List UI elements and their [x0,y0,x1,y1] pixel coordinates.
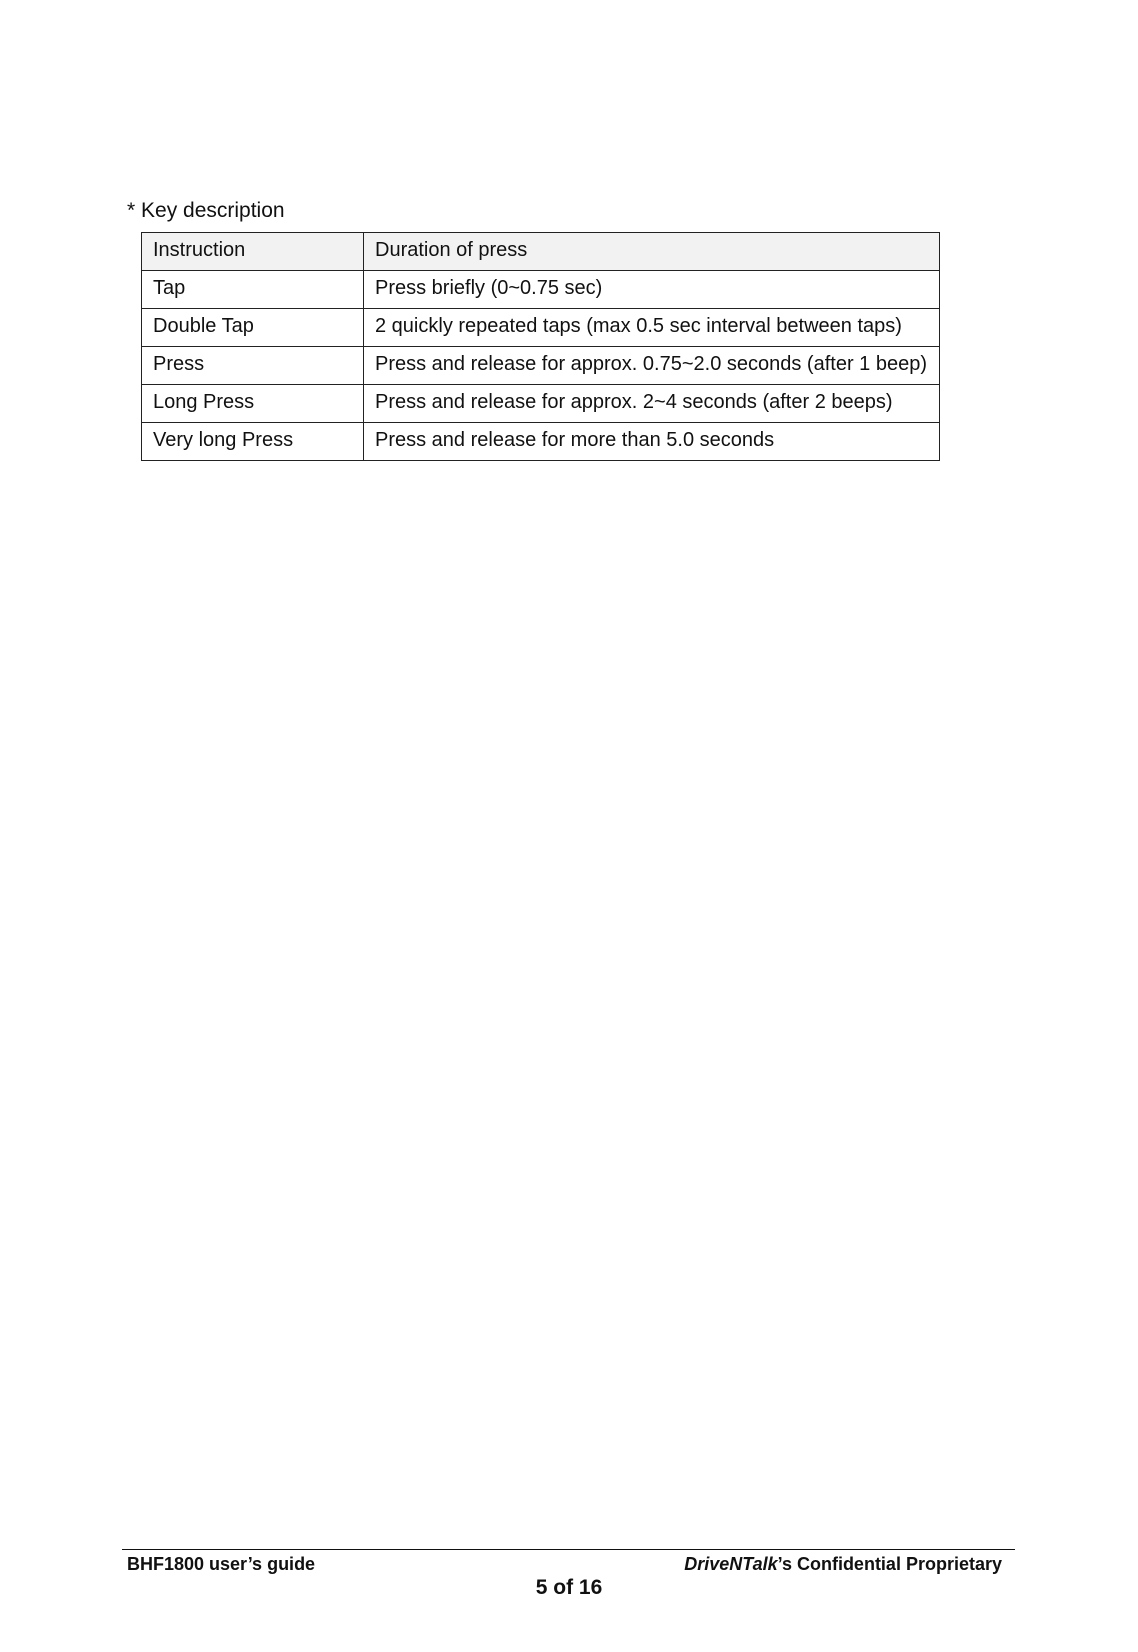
section-title: * Key description [127,199,285,222]
instruction-cell: Press [142,347,364,385]
page-number: 5 of 16 [535,1576,603,1599]
table-header-row [142,233,940,271]
header-instruction: Instruction [142,233,364,271]
table-row [142,271,940,309]
instruction-cell: Tap [142,271,364,309]
table-row [142,309,940,347]
table-row [142,385,940,423]
duration-cell: Press briefly (0~0.75 sec) [364,271,940,309]
footer-brand: DriveNTalk [684,1554,778,1574]
table-row [142,347,940,385]
footer-divider [122,1549,1015,1550]
table-row [142,423,940,461]
footer-document-title: BHF1800 user’s guide [127,1554,316,1574]
header-duration: Duration of press [364,233,940,271]
key-description-table [141,232,940,461]
instruction-cell: Double Tap [142,309,364,347]
footer-confidentiality [684,1553,1002,1575]
duration-cell: Press and release for approx. 2~4 seconds (after 2 beeps) [364,385,940,423]
instruction-cell: Very long Press [142,423,364,461]
duration-cell: Press and release for more than 5.0 seconds [364,423,940,461]
duration-cell: Press and release for approx. 0.75~2.0 seconds (after 1 beep) [364,347,940,385]
duration-cell: 2 quickly repeated taps (max 0.5 sec interval between taps) [364,309,940,347]
footer-confidential-text: ’s Confidential Proprietary [777,1554,1002,1574]
instruction-cell: Long Press [142,385,364,423]
